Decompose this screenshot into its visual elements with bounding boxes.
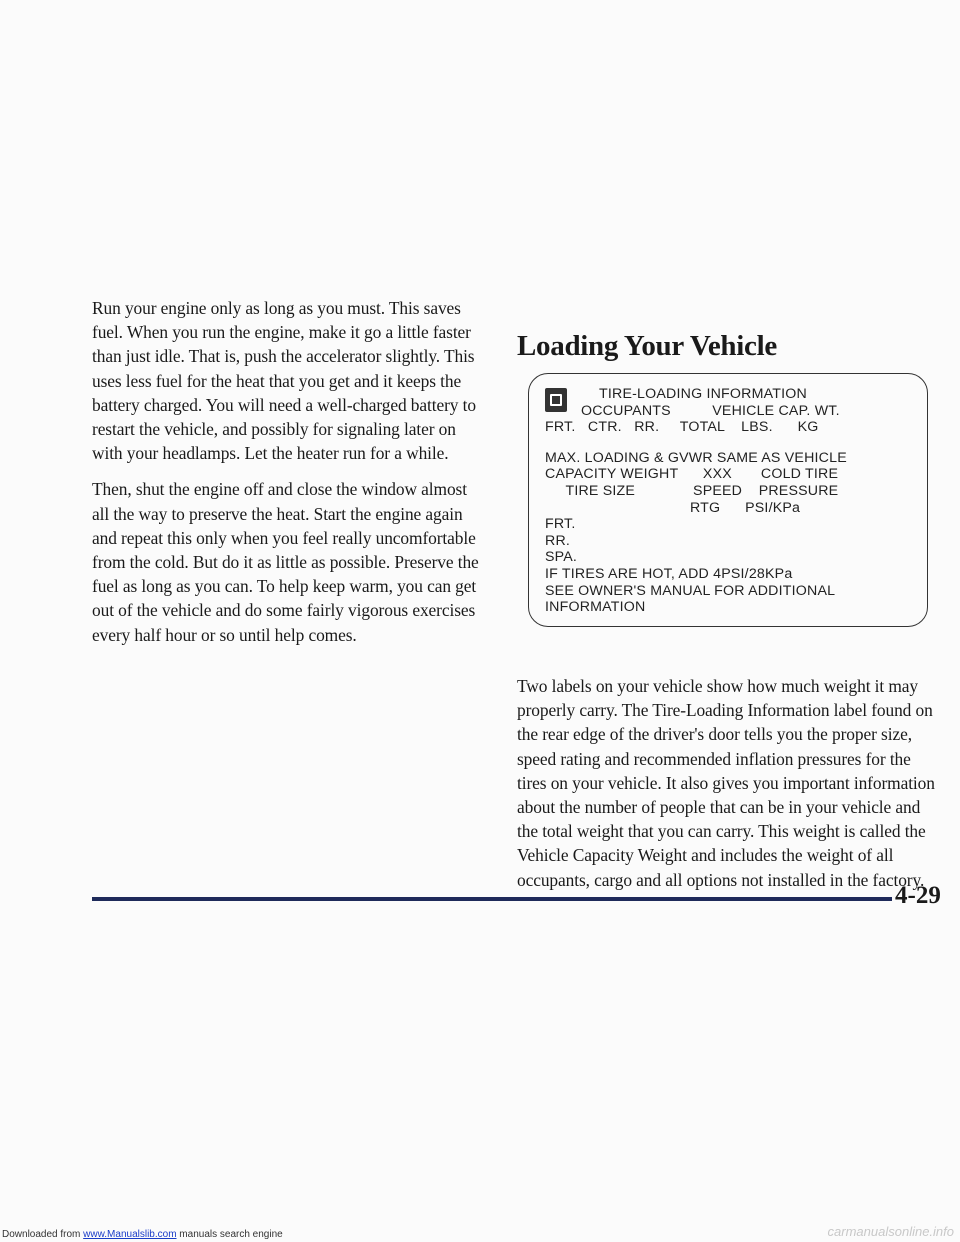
label-line-3: FRT. CTR. RR. TOTAL LBS. KG: [545, 419, 819, 436]
right-column: [517, 330, 937, 627]
label-line-9: RR.: [545, 532, 571, 549]
footer-rule: [92, 897, 892, 901]
label-line-1: TIRE-LOADING INFORMATION: [599, 386, 807, 402]
label-line-6: TIRE SIZE SPEED PRESSURE: [545, 482, 839, 499]
label-spacer: [545, 436, 915, 450]
label-line-8: FRT.: [545, 516, 576, 533]
label-line-11: IF TIRES ARE HOT, ADD 4PSI/28KPa: [545, 565, 793, 582]
tire-loading-label: [528, 373, 928, 627]
watermark: carmanualsonline.info: [827, 1224, 954, 1239]
paragraph-two-labels: Two labels on your vehicle show how much weight it may properly carry. The Tire-Loading Information label found on the rear edge of the driver's door tells you the proper size, speed rating and recommended inflation pressures for the tires on your vehicle. It also gives you important information about the number of people that can be in your vehicle and the total weight that you can carry. This weight is called the Vehicle Capacity Weight and includes the weight of all occupants, cargo and all options not installed in the factory.: [517, 676, 935, 890]
label-line-7: RTG PSI/KPa: [545, 499, 801, 516]
download-bar: [0, 1228, 960, 1242]
right-body-text: [517, 674, 937, 892]
label-line-13: INFORMATION: [545, 599, 646, 616]
download-prefix: Downloaded from: [2, 1229, 84, 1240]
page-number: 4-29: [895, 882, 941, 909]
label-line-5: CAPACITY WEIGHT XXX COLD TIRE: [545, 466, 839, 483]
label-line-10: SPA.: [545, 549, 578, 566]
label-line-2: OCCUPANTS VEHICLE CAP. WT.: [581, 402, 840, 419]
paragraph-preserve-heat: Then, shut the engine off and close the window almost all the way to preserve the heat. Start the engine again and repeat this only when you feel really uncomfortable from the cold. But do it as little as possible. Preserve the fuel as long as you can. To help keep warm, you can get out of the vehicle and do some fairly vigorous exercises every half hour or so until help comes.: [92, 479, 479, 645]
left-column: [92, 296, 484, 659]
section-title: Loading Your Vehicle: [517, 330, 777, 362]
manualslib-link[interactable]: www.Manualslib.com: [83, 1229, 177, 1240]
paragraph-idle-engine: Run your engine only as long as you must. This saves fuel. When you run the engine, make it go a little faster than just idle. That is, push the accelerator slightly. This uses less fuel for the heat that you get and it keeps the battery charged. You will need a well-charged battery to restart the vehicle, and possibly for signaling later on with your headlamps. Let the heater run for a while.: [92, 298, 476, 464]
gm-logo-icon: [545, 388, 567, 412]
label-line-12: SEE OWNER'S MANUAL FOR ADDITIONAL: [545, 582, 836, 599]
download-suffix: manuals search engine: [176, 1229, 283, 1240]
label-line-4: MAX. LOADING & GVWR SAME AS VEHICLE: [545, 449, 847, 466]
